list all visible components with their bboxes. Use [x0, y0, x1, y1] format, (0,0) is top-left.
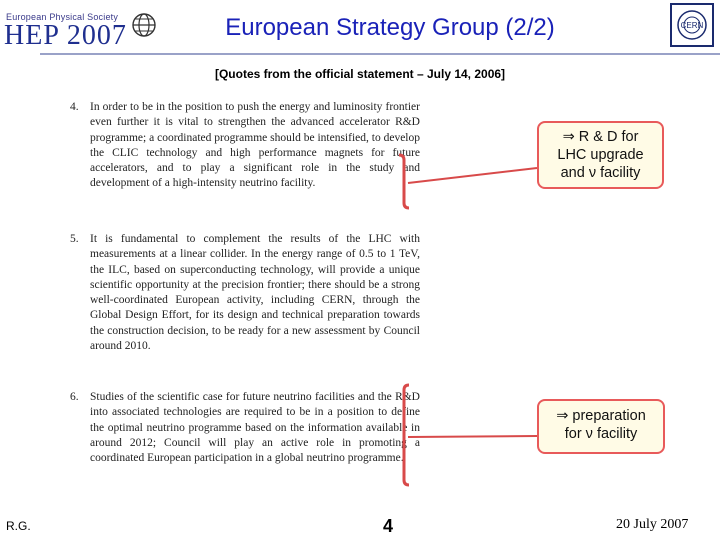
callout-line: ⇒ preparation: [556, 408, 646, 424]
hep2007-logo: HEP 2007: [4, 20, 127, 51]
footer-author: R.G.: [6, 519, 31, 533]
page-number: 4: [383, 516, 394, 536]
quote-number: 4.: [70, 101, 79, 113]
callout-preparation: [537, 399, 665, 454]
callout-line: ⇒ R & D for: [562, 129, 639, 145]
quote-text: It is fundamental to complement the results of the LHC with measurements at a linear collider. In the energy range of 0.5 to 1 TeV, the ILC, based on superconducting technology, will provide a unique scientific opportunity at the precision frontier; there should be a strong well-coordinated European activity, including CERN, through the Global Design Effort, for its design and technical preparation towards the construction decision, to be ready for a new assessment by Council around 2010.: [90, 233, 420, 353]
subtitle: [Quotes from the official statement – July 14, 2006]: [214, 67, 506, 81]
footer-date: 20 July 2007: [616, 517, 689, 532]
cern-label: CERN: [680, 21, 704, 30]
quote-text: Studies of the scientific case for future neutrino facilities and the R&D into associated technologies are required to be in a position to define the optimal neutrino programme based on the information available in around 2012; Council will play an active role in promoting a coordinated European participation in a global neutrino programme.: [90, 391, 420, 465]
callout-line: and ν facility: [560, 165, 641, 181]
callout-rd-lhc: [537, 121, 664, 189]
brace-1: [399, 155, 409, 208]
quote-number: 6.: [70, 391, 79, 403]
callout-line: LHC upgrade: [557, 147, 644, 163]
brace-2: [404, 385, 409, 485]
eps-logo-caption: European Physical Society: [6, 12, 119, 22]
callout-line: for ν facility: [564, 426, 638, 442]
quote-text: In order to be in the position to push the energy and luminosity frontier even further it is vital to strengthen the advanced accelerator R&D programme; a coordinated programme should be intensified, to develop the CLIC technology and high performance magnets for future accelerators, and to play a significant role in the study and development of a high-intensity neutrino facility.: [90, 101, 420, 190]
slide-title: European Strategy Group (2/2): [225, 14, 555, 41]
connector-1: [408, 168, 537, 183]
connector-2: [408, 436, 537, 437]
quote-number: 5.: [70, 233, 79, 245]
